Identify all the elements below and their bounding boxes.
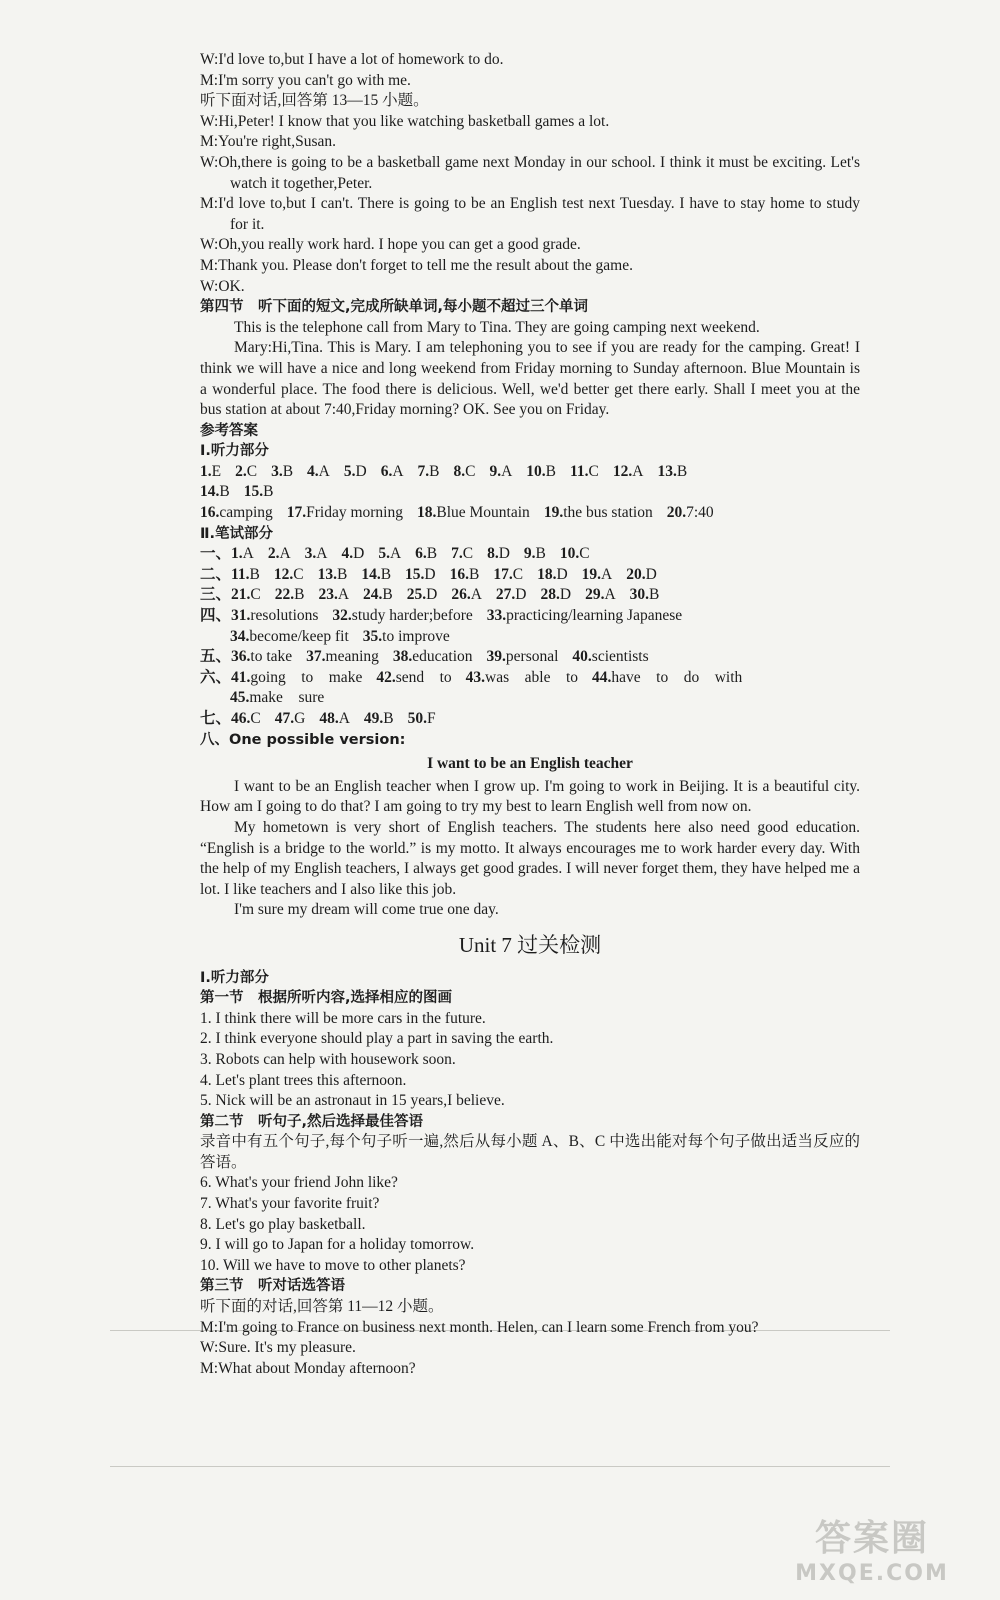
answer-value: B — [263, 483, 274, 501]
essay-title: I want to be an English teacher — [427, 755, 633, 773]
answer-value: C — [462, 545, 474, 563]
answer-item — [466, 668, 578, 689]
dialogue-line: M:Thank you. Please don't forget to tell me the result about the game. — [200, 256, 633, 274]
answer-item — [268, 544, 291, 565]
answer-value: F — [426, 710, 436, 727]
dialogue-line: W:OK. — [200, 277, 245, 295]
unit-part1-title: Ⅰ.听力部分 — [200, 969, 269, 986]
section3-instruction: 听下面的对话,回答第 11—12 小题。 — [200, 1298, 444, 1316]
answer-item — [318, 565, 348, 586]
answer-number: 2. — [267, 545, 280, 563]
list-item: 6. What's your friend John like? — [200, 1174, 398, 1192]
answer-group-prefix: 二、 — [200, 565, 232, 583]
unit-section3-title: 第三节 听对话选答语 — [200, 1278, 345, 1295]
answer-item — [231, 585, 261, 606]
answer-item — [572, 647, 648, 668]
answer-value: study harder;before — [351, 607, 473, 625]
answer-value: D — [515, 586, 527, 604]
answer-value: B — [382, 586, 393, 604]
answer-value: B — [426, 545, 438, 563]
answer-value: to improve — [382, 627, 450, 645]
answer-item — [305, 544, 328, 565]
answer-number: 34. — [230, 627, 250, 645]
answer-number: 3. — [304, 545, 317, 563]
answer-item — [417, 503, 530, 524]
answer-item — [231, 668, 362, 689]
answer-number: 36. — [231, 648, 251, 666]
answer-number: 39. — [486, 648, 506, 666]
answer-item — [526, 462, 556, 483]
answer-number: 6. — [415, 545, 427, 563]
answer-value: C — [246, 462, 258, 480]
dialogue-line: M:I'm sorry you can't go with me. — [200, 71, 411, 89]
list-item: 4. Let's plant trees this afternoon. — [200, 1071, 407, 1089]
part8-label: 八、One possible version: — [200, 731, 406, 748]
dialogue-block-basketball — [200, 153, 860, 297]
answer-number: 12. — [273, 565, 294, 583]
watermark-bottom-text: MXQE.COM — [795, 1561, 949, 1586]
answer-number: 13. — [317, 565, 337, 583]
answer-number: 22. — [274, 586, 295, 604]
section3-dialogue — [200, 1318, 860, 1380]
answer-number: 11. — [570, 462, 589, 480]
answer-number: 37. — [306, 648, 326, 666]
answer-item — [667, 503, 714, 524]
answer-item — [493, 565, 523, 586]
answer-number: 17. — [493, 565, 513, 583]
answer-item — [200, 503, 273, 524]
answer-value: 7:40 — [686, 504, 714, 522]
answer-row — [200, 668, 860, 689]
essay-paragraph: My hometown is very short of English teachers. The students here also need good education. “English is a bridge to the world.” is my motto. It always encourages me to work harder every day. With the help of my English teachers, I always get good grades. I will never forget them, they have helped me a lot. I like teachers and I also like this job. — [200, 818, 860, 898]
dialogue-line: M:I'm going to France on business next month. Helen, can I learn some French from you? — [200, 1318, 759, 1336]
answer-value: A — [470, 586, 482, 604]
answer-number: 19. — [543, 504, 564, 522]
answer-row — [200, 709, 860, 730]
answer-number: 49. — [363, 710, 384, 727]
answer-item — [200, 482, 230, 503]
answer-number: 14. — [361, 565, 381, 583]
passage-paragraph: Mary:Hi,Tina. This is Mary. I am telephoning you to see if you are ready for the camping. Great! I think we will have a nice and long weekend from Friday morning to Sunday afternoon. Blue Mountain is a wonderful place. The food there is delicious. Well, we'd better get there early. Shall I meet you at the bus station at about 7:40,Friday morning? OK. See you on Friday. — [200, 339, 860, 419]
answer-item — [271, 462, 293, 483]
answer-number: 7. — [417, 462, 430, 480]
answer-row — [200, 462, 860, 483]
answer-number: 24. — [363, 586, 383, 604]
unit-section2-title: 第二节 听句子,然后选择最佳答语 — [200, 1113, 424, 1130]
answer-number: 41. — [231, 668, 251, 686]
answer-value: education — [412, 648, 473, 666]
answer-value: B — [219, 483, 230, 501]
answer-item — [230, 688, 324, 709]
answer-number: 9. — [489, 462, 502, 480]
answer-value: B — [649, 586, 660, 604]
answer-row — [200, 647, 860, 668]
answer-value: to take — [250, 648, 293, 666]
answer-value: make sure — [249, 689, 325, 707]
dialogue-line: W:Sure. It's my pleasure. — [200, 1339, 356, 1357]
answer-item — [592, 668, 742, 689]
answer-number: 44. — [592, 668, 612, 686]
answer-item — [376, 668, 451, 689]
unit-section1-title: 第一节 根据所听内容,选择相应的图画 — [200, 990, 453, 1007]
answer-value: B — [676, 462, 688, 480]
answer-item — [487, 647, 559, 668]
answer-item — [230, 627, 349, 648]
answer-number: 10. — [526, 462, 546, 480]
answer-item — [378, 544, 401, 565]
answer-item — [451, 585, 482, 606]
answer-item — [487, 544, 510, 565]
answer-number: 15. — [405, 565, 425, 583]
answer-row — [200, 565, 860, 586]
watermark-logo — [772, 1510, 972, 1586]
answer-value: practicing/learning Japanese — [506, 607, 683, 625]
answer-value: D — [353, 545, 365, 563]
answer-item — [524, 544, 546, 565]
answer-value: going to make — [250, 668, 363, 686]
answer-number: 16. — [200, 504, 220, 522]
answer-number: 15. — [243, 483, 264, 501]
list-item: 3. Robots can help with housework soon. — [200, 1050, 456, 1068]
list-item: 2. I think everyone should play a part in saving the earth. — [200, 1030, 554, 1048]
answer-item — [544, 503, 653, 524]
answer-value: D — [424, 565, 436, 583]
answer-item — [200, 462, 221, 483]
answer-number: 6. — [380, 462, 393, 480]
dialogue-line: M:I'd love to,but I can't. There is going to be an English test next Tuesday. I have to stay home to study for it. — [200, 195, 860, 233]
answer-value: B — [336, 565, 348, 583]
answer-key-title: 参考答案 — [200, 422, 258, 439]
answer-item — [318, 585, 349, 606]
dialogue-line: M:What about Monday afternoon? — [200, 1359, 416, 1377]
answer-number: 35. — [362, 627, 383, 645]
answer-number: 50. — [407, 710, 427, 727]
list-item: 7. What's your favorite fruit? — [200, 1195, 380, 1213]
answer-item — [307, 462, 330, 483]
list-item: 1. I think there will be more cars in the future. — [200, 1009, 486, 1027]
answer-group-prefix: 七、 — [200, 710, 232, 727]
answer-value: A — [279, 545, 291, 563]
list-item: 10. Will we have to move to other planets? — [200, 1256, 466, 1274]
answer-value: meaning — [325, 648, 379, 666]
answer-item — [274, 565, 304, 586]
answer-row — [200, 503, 860, 524]
answer-number: 18. — [417, 504, 437, 522]
answer-number: 8. — [487, 545, 499, 563]
answer-item — [453, 462, 475, 483]
answer-number: 25. — [406, 586, 427, 604]
answer-item — [363, 627, 450, 648]
answer-number: 28. — [540, 586, 560, 604]
answer-item — [537, 565, 568, 586]
answer-item — [415, 544, 437, 565]
answer-number: 42. — [376, 668, 396, 686]
answer-item — [570, 462, 599, 483]
answer-value: A — [337, 586, 350, 604]
answer-number: 23. — [318, 586, 338, 604]
answer-item — [231, 606, 318, 627]
part2-title: Ⅱ.笔试部分 — [200, 525, 274, 542]
answer-item — [235, 462, 257, 483]
answer-item — [287, 503, 403, 524]
answer-item — [231, 565, 260, 586]
answer-number: 10. — [559, 545, 580, 563]
answer-number: 21. — [231, 586, 251, 604]
answer-value: D — [559, 586, 572, 604]
answer-number: 46. — [231, 710, 251, 727]
watermark-top-text: 答案圈 — [814, 1518, 929, 1559]
answer-row — [200, 606, 860, 627]
answer-group-prefix: 三、 — [200, 586, 232, 604]
answer-value: E — [211, 462, 222, 480]
answer-row — [200, 482, 860, 503]
answer-item — [319, 709, 350, 730]
answer-value: B — [294, 586, 305, 604]
answer-number: 20. — [626, 565, 646, 583]
answer-value: the bus station — [563, 504, 653, 522]
answer-item — [418, 462, 440, 483]
part1-title: Ⅰ.听力部分 — [200, 443, 269, 460]
answer-item — [540, 585, 571, 606]
answer-value: send to — [395, 668, 452, 686]
answer-value: B — [383, 710, 394, 727]
answer-value: A — [601, 565, 613, 583]
answer-item — [381, 462, 404, 483]
answer-value: A — [338, 710, 350, 727]
answer-item — [585, 585, 616, 606]
answer-number: 27. — [495, 586, 516, 604]
answer-number: 11. — [231, 565, 250, 583]
answer-value: A — [392, 462, 404, 480]
answer-number: 17. — [286, 504, 307, 522]
answer-item — [361, 565, 391, 586]
unit-title: Unit 7 过关检测 — [458, 932, 602, 957]
answer-number: 40. — [572, 648, 592, 666]
answer-number: 18. — [537, 565, 557, 583]
answer-number: 4. — [341, 545, 354, 563]
answer-item — [342, 544, 365, 565]
answer-number: 26. — [451, 586, 471, 604]
answer-number: 32. — [332, 607, 352, 625]
answer-item — [408, 709, 436, 730]
answer-value: D — [426, 586, 438, 604]
answer-value: B — [282, 462, 294, 480]
answer-number: 5. — [378, 545, 390, 563]
answer-value: B — [380, 565, 392, 583]
answer-row — [200, 585, 860, 606]
answer-value: A — [242, 545, 254, 563]
answer-group-prefix: 四、 — [200, 607, 232, 625]
answer-value: B — [535, 545, 546, 563]
answer-item — [363, 585, 393, 606]
list-item: 8. Let's go play basketball. — [200, 1215, 366, 1233]
answer-value: Friday morning — [306, 504, 403, 522]
answer-item — [231, 544, 254, 565]
answer-value: A — [318, 462, 330, 480]
answer-value: C — [465, 462, 476, 480]
answer-item — [630, 585, 660, 606]
answer-item — [364, 709, 394, 730]
answer-number: 38. — [392, 648, 413, 666]
answer-item — [306, 647, 379, 668]
section-4-title: 第四节 听下面的短文,完成所缺单词,每小题不超过三个单词 — [200, 299, 589, 316]
answer-item — [496, 585, 527, 606]
dialogue-line: W:Oh,there is going to be a basketball game next Monday in our school. I think it must be exciting. Let's watch it together,Peter. — [200, 153, 860, 192]
answer-number: 9. — [523, 545, 536, 563]
answer-number: 16. — [449, 565, 469, 583]
answer-number: 14. — [200, 483, 220, 501]
answer-value: have to do with — [611, 668, 743, 686]
answer-item — [489, 462, 512, 483]
answer-number: 7. — [451, 545, 463, 563]
answer-number: 1. — [200, 462, 212, 480]
answer-value: D — [355, 462, 367, 480]
dialogue-line: 听下面对话,回答第 13—15 小题。 — [200, 92, 429, 110]
answer-item — [405, 565, 436, 586]
answer-item — [231, 647, 292, 668]
section2-instruction: 录音中有五个句子,每个句子听一遍,然后从每小题 A、B、C 中选出能对每个句子做出适当反应的答语。 — [200, 1133, 860, 1171]
answer-value: C — [293, 565, 304, 583]
answer-number: 19. — [581, 565, 602, 583]
answer-value: G — [294, 710, 306, 727]
answer-value: A — [604, 586, 616, 604]
answer-value: A — [501, 462, 513, 480]
part2-answers — [200, 544, 860, 729]
answer-group-prefix: 五、 — [200, 648, 232, 666]
answer-value: resolutions — [250, 607, 319, 625]
answer-item — [275, 709, 306, 730]
answer-value: scientists — [591, 648, 649, 666]
list-item: 9. I will go to Japan for a holiday tomorrow. — [200, 1236, 475, 1254]
dialogue-line: W:I'd love to,but I have a lot of homework to do. — [200, 51, 504, 68]
essay-paragraph: I'm sure my dream will come true one day. — [234, 901, 499, 919]
answer-value: B — [545, 462, 556, 480]
answer-item — [450, 565, 480, 586]
answer-value: A — [316, 545, 328, 563]
answer-item — [626, 565, 657, 586]
section2-items — [200, 1173, 860, 1276]
answer-item — [393, 647, 473, 668]
essay-paragraph: I want to be an English teacher when I grow up. I'm going to work in Beijing. It is a beautiful city. How am I going to do that? I am going to try my best to learn English well from now on. — [200, 777, 860, 816]
answer-number: 3. — [271, 462, 283, 480]
answer-value: B — [249, 565, 260, 583]
answer-item — [275, 585, 305, 606]
answer-value: A — [632, 462, 644, 480]
divider-line — [110, 1466, 890, 1467]
answer-row — [200, 544, 860, 565]
answer-item — [231, 709, 261, 730]
answer-number: 13. — [657, 462, 677, 480]
answer-number: 12. — [612, 462, 633, 480]
answer-item — [244, 482, 274, 503]
dialogue-line: W:Hi,Peter! I know that you like watching basketball games a lot. — [200, 112, 610, 130]
answer-value: C — [512, 565, 524, 583]
answer-item — [344, 462, 367, 483]
answer-number: 20. — [666, 504, 687, 522]
answer-value: become/keep fit — [249, 627, 349, 645]
answer-number: 31. — [231, 607, 251, 625]
answer-number: 45. — [230, 689, 250, 707]
answer-number: 30. — [629, 586, 650, 604]
answer-item — [582, 565, 613, 586]
answer-number: 33. — [486, 607, 507, 625]
answer-value: D — [645, 565, 657, 583]
answer-number: 47. — [274, 710, 295, 727]
answer-item — [451, 544, 473, 565]
answer-row — [200, 688, 860, 709]
answer-group-prefix: 一、 — [200, 545, 232, 563]
dialogue-line: W:Oh,you really work hard. I hope you can get a good grade. — [200, 236, 581, 254]
answer-row — [200, 627, 860, 648]
answer-group-prefix: 六、 — [200, 668, 232, 686]
answer-value: C — [250, 586, 261, 604]
answer-number: 2. — [235, 462, 247, 480]
answer-number: 1. — [231, 545, 243, 563]
answer-number: 48. — [319, 710, 339, 727]
answer-number: 29. — [585, 586, 605, 604]
answer-item — [657, 462, 687, 483]
answer-value: C — [588, 462, 599, 480]
answer-number: 5. — [343, 462, 356, 480]
answer-item — [560, 544, 590, 565]
answer-value: personal — [505, 648, 559, 666]
list-item: 5. Nick will be an astronaut in 15 years,I believe. — [200, 1092, 505, 1110]
answer-item — [407, 585, 438, 606]
answer-value: B — [429, 462, 440, 480]
answer-value: D — [498, 545, 510, 563]
answer-value: C — [250, 710, 261, 727]
dialogue-line: M:You're right,Susan. — [200, 133, 336, 151]
document-page — [200, 50, 860, 1379]
answer-value: camping — [219, 504, 273, 522]
answer-item — [332, 606, 472, 627]
dialogue-block-top — [200, 50, 860, 153]
answer-value: was able to — [485, 668, 579, 686]
answer-value: D — [556, 565, 568, 583]
section1-items — [200, 1009, 860, 1112]
answer-value: B — [469, 565, 480, 583]
answer-number: 8. — [453, 462, 466, 480]
answer-number: 4. — [307, 462, 319, 480]
answer-value: C — [579, 545, 590, 563]
answer-value: A — [389, 545, 402, 563]
passage-paragraph: This is the telephone call from Mary to Tina. They are going camping next weekend. — [234, 318, 760, 336]
answer-number: 43. — [465, 668, 486, 686]
answer-value: Blue Mountain — [436, 504, 530, 522]
answer-item — [613, 462, 644, 483]
answer-item — [487, 606, 682, 627]
